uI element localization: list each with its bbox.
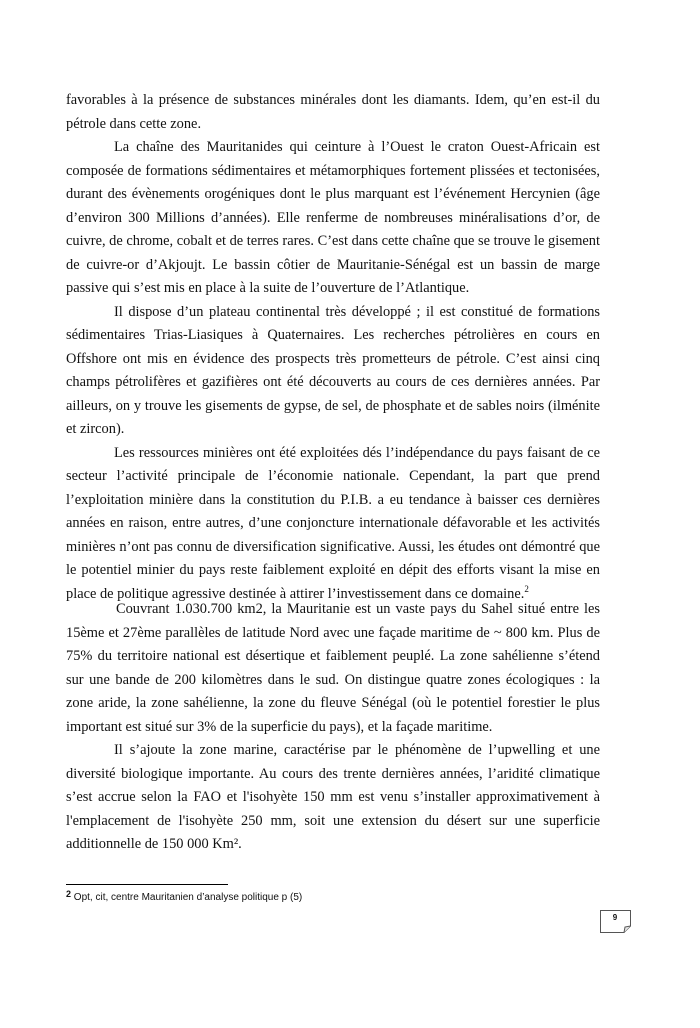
footnote-separator	[66, 884, 228, 885]
paragraph-ressources-minieres-text: Les ressources minières ont été exploitées dés l’indépendance du pays faisant de ce secteur l’activité principale de l’économie nationale. Cependant, la part que prend l’exploitation minière dans la constitution du P.I.B. a eu tendance à baisser ces dernières années en raison, entre autres, d’une conjoncture internationale défavorable et les activités minières n’ont pas connu de diversification significative. Aussi, les études ont démontré que le potentiel minier du pays reste faiblement exploité en dépit des efforts visant la mise en place de politique agressive destinée à attirer l’investissement dans ce domaine.	[66, 444, 600, 602]
paragraph-ressources-minieres	[66, 442, 600, 607]
page-number: 9	[612, 913, 618, 922]
footnote-text: Opt, cit, centre Mauritanien d’analyse politique p (5)	[71, 892, 303, 903]
footnote-mark: 2	[66, 889, 72, 899]
body-text-section-2	[66, 598, 600, 857]
paragraph-continuation: favorables à la présence de substances minérales dont les diamants. Idem, qu’en est-il du pétrole dans cette zone.	[66, 92, 600, 132]
paragraph-mauritanides: La chaîne des Mauritanides qui ceinture à l’Ouest le craton Ouest-Africain est composée de formations sédimentaires et métamorphiques fortement plissées et tectonisées, durant des évènements orogéniques dont le plus marquant est l’événement Hercynien (âge d’environ 300 Millions d’années). Elle renferme de nombreuses minéralisations d’or, de cuivre, de chrome, cobalt et de terres rares. C’est dans cette chaîne que se trouve le gisement de cuivre-or d’Akjoujt. Le bassin côtier de Mauritanie-Sénégal est un bassin de marge passive qui s’est mis en place à la suite de l’ouverture de l’Atlantique.	[66, 139, 600, 296]
footnote	[66, 891, 600, 905]
paragraph-plateau-continental: Il dispose d’un plateau continental très développé ; il est constitué de formations sédimentaires Trias-Liasiques à Quaternaires. Les recherches pétrolières en cours en Offshore ont mis en évidence des prospects très prometteurs de pétrole. C’est ainsi cinq champs pétrolifères et gazifières ont été découverts au cours de ces dernières années. Par ailleurs, on y trouve les gisements de gypse, de sel, de phosphate et de sables noirs (ilménite et zircon).	[66, 303, 600, 437]
page-number-box	[600, 910, 632, 934]
paragraph-geographie: Couvrant 1.030.700 km2, la Mauritanie est un vaste pays du Sahel situé entre les 15ème et 27ème parallèles de latitude Nord avec une façade maritime de ~ 800 km. Plus de 75% du territoire national est désertique et faiblement peuplé. La zone sahélienne s’étend sur une bande de 200 kilomètres dans le sud. On distingue quatre zones écologiques : la zone aride, la zone sahélienne, la zone du fleuve Sénégal (où le potentiel forestier le plus important est situé sur 3% de la superficie du pays), et la façade maritime.	[66, 601, 600, 735]
footnote-reference[interactable]: 2	[524, 583, 529, 594]
paragraph-zone-marine: Il s’ajoute la zone marine, caractérise par le phénomène de l’upwelling et une diversité biologique importante. Au cours des trente dernières années, l’aridité climatique s’est accrue selon la FAO et l'isohyète 150 mm est venu s’installer approximativement à l'emplacement de l'isohyète 250 mm, soit une extension du désert sur une superficie additionnelle de 150 000 Km².	[66, 742, 600, 852]
body-text-section-1	[66, 89, 600, 606]
